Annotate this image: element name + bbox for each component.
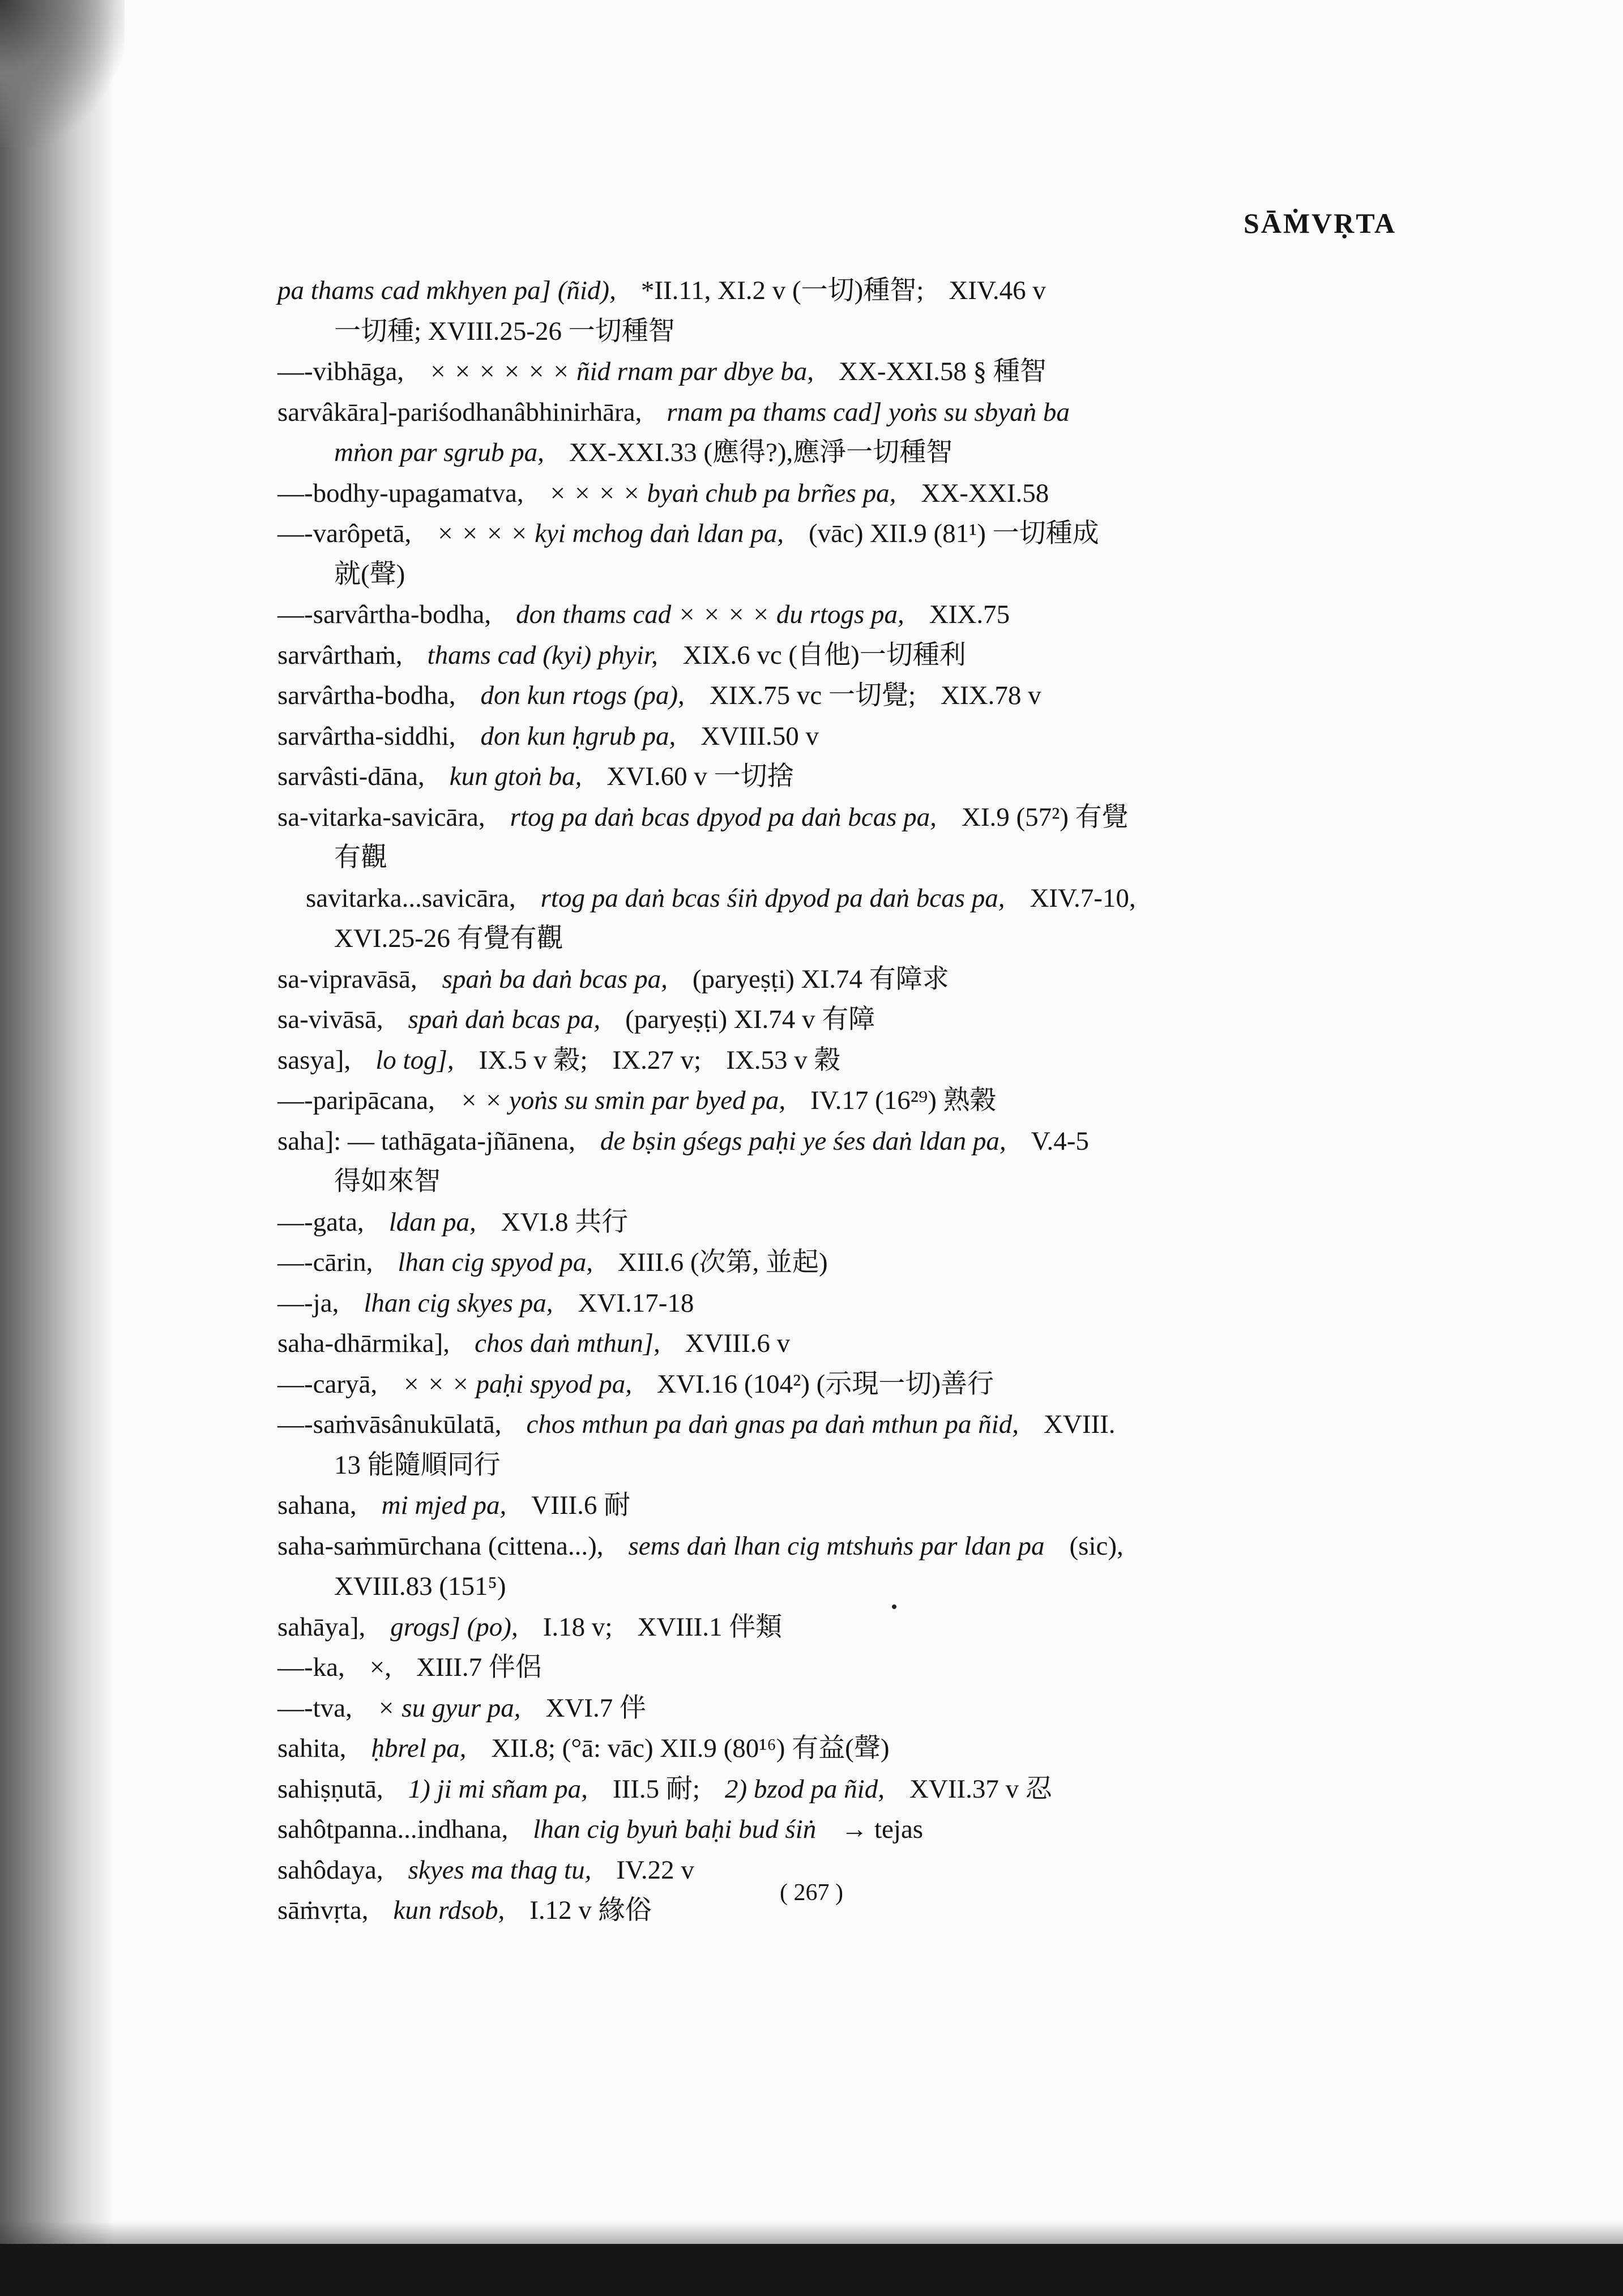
binding-shadow bbox=[0, 0, 113, 2296]
tibetan-equivalent: mi mjed pa, bbox=[381, 1491, 507, 1520]
tibetan-equivalent: grogs] (po), bbox=[390, 1612, 518, 1642]
entry-text: XIV.46 v bbox=[949, 276, 1046, 305]
entry-text: ×, bbox=[369, 1653, 392, 1682]
tibetan-equivalent: skyes ma thag tu, bbox=[408, 1855, 592, 1885]
entry-text: XIX.6 vc (自他)一切種利 bbox=[682, 640, 966, 670]
entry-text: VIII.6 耐 bbox=[531, 1491, 631, 1520]
tibetan-equivalent: × × × × byaṅ chub pa brñes pa, bbox=[548, 478, 896, 508]
entry-text: IX.27 v; bbox=[612, 1045, 702, 1075]
entry-line bbox=[277, 757, 1410, 797]
tibetan-equivalent: sems daṅ lhan cig mtshuṅs par ldan pa bbox=[628, 1531, 1045, 1561]
entry-text: IV.17 (16²⁹) 熟穀 bbox=[810, 1086, 997, 1115]
tibetan-equivalent: kun rdsob, bbox=[393, 1896, 505, 1925]
entry-text: (paryeṣṭi) XI.74 v 有障 bbox=[625, 1005, 875, 1034]
entry-text: XVI.25-26 有覺有觀 bbox=[334, 924, 563, 953]
tibetan-equivalent: lhan cig skyes pa, bbox=[364, 1288, 553, 1318]
tibetan-equivalent: chos daṅ mthun], bbox=[475, 1329, 660, 1358]
entry-line bbox=[277, 716, 1410, 757]
entry-text: XIV.7-10, bbox=[1030, 883, 1136, 913]
scan-bottom-shade bbox=[0, 2221, 1623, 2244]
entry-text: sa-vivāsā, bbox=[277, 1005, 383, 1034]
entry-text: XX-XXI.58 bbox=[921, 478, 1049, 508]
entry-text: sahana, bbox=[277, 1491, 357, 1520]
entry-text: *II.11, XI.2 v (一切)種智; bbox=[640, 276, 924, 305]
tibetan-equivalent: de bṣin gśegs paḥi ye śes daṅ ldan pa, bbox=[600, 1126, 1006, 1156]
entry-line bbox=[277, 1040, 1410, 1081]
entry-line bbox=[277, 514, 1410, 554]
entry-line bbox=[277, 838, 1410, 878]
tibetan-equivalent: rnam pa thams cad] yoṅs su sbyaṅ ba bbox=[667, 397, 1070, 427]
entry-line bbox=[277, 1607, 1410, 1648]
entry-text: IX.5 v 穀; bbox=[479, 1045, 588, 1075]
tibetan-equivalent: 2) bzod pa ñid, bbox=[724, 1774, 885, 1804]
scan-bottom-edge bbox=[0, 2244, 1623, 2296]
entry-line bbox=[277, 433, 1410, 473]
entry-text: XX-XXI.33 (應得?),應淨一切種智 bbox=[569, 438, 953, 467]
entry-text: sarvâsti-dāna, bbox=[277, 762, 425, 791]
entry-text: XIX.78 v bbox=[941, 681, 1041, 710]
entry-text: IV.22 v bbox=[616, 1855, 694, 1885]
entry-text: XX-XXI.58 § 種智 bbox=[839, 357, 1047, 386]
entry-line bbox=[277, 392, 1410, 433]
entry-line bbox=[277, 1121, 1410, 1162]
entry-text: XVI.16 (104²) (示現一切)善行 bbox=[657, 1369, 994, 1399]
entry-text: (vāc) XII.9 (81¹) 一切種成 bbox=[808, 519, 1099, 548]
entry-text: XIII.7 伴侶 bbox=[416, 1653, 542, 1682]
entry-text: sa-vitarka-savicāra, bbox=[277, 802, 485, 832]
entry-text: 就(聲) bbox=[334, 559, 405, 589]
entry-text: 有觀 bbox=[334, 843, 387, 872]
print-speck bbox=[892, 1604, 896, 1609]
entry-text: saha-saṁmūrchana (cittena...), bbox=[277, 1531, 604, 1561]
entry-text: (sic), bbox=[1069, 1531, 1124, 1561]
entry-text: saha]: — tathāgata-jñānena, bbox=[277, 1126, 575, 1156]
entry-text: —-ka, bbox=[277, 1653, 345, 1682]
entry-line bbox=[277, 554, 1410, 595]
entry-text: → tejas bbox=[841, 1815, 924, 1844]
entry-text: —-varôpetā, bbox=[277, 519, 412, 548]
entry-line bbox=[277, 1000, 1410, 1040]
entry-text: —-bodhy-upagamatva, bbox=[277, 478, 524, 508]
tibetan-equivalent: spaṅ daṅ bcas pa, bbox=[408, 1005, 601, 1034]
entry-line bbox=[277, 1567, 1410, 1607]
tibetan-equivalent: lhan cig byuṅ baḥi bud śiṅ bbox=[533, 1815, 817, 1844]
entry-text: XVII.37 v 忍 bbox=[909, 1774, 1052, 1804]
entry-text: —-paripācana, bbox=[277, 1086, 435, 1115]
tibetan-equivalent: × su gyur pa, bbox=[377, 1693, 521, 1723]
entry-text: XIX.75 vc 一切覺; bbox=[709, 681, 916, 710]
entry-text: XVI.17-18 bbox=[578, 1288, 694, 1318]
tibetan-equivalent: ḥbrel pa, bbox=[371, 1734, 467, 1763]
entry-text: sarvârthaṁ, bbox=[277, 640, 403, 670]
entry-text: 得如來智 bbox=[334, 1167, 441, 1196]
entry-text: XIII.6 (次第, 並起) bbox=[617, 1248, 828, 1277]
entry-line bbox=[277, 1324, 1410, 1364]
entry-text: V.4-5 bbox=[1031, 1126, 1089, 1156]
entry-text: —-caryā, bbox=[277, 1369, 378, 1399]
tibetan-equivalent: rtog pa daṅ bcas dpyod pa daṅ bcas pa, bbox=[510, 802, 937, 832]
entry-text: XVIII.83 (151⁵) bbox=[334, 1572, 506, 1601]
entry-text: XVI.60 v 一切捨 bbox=[607, 762, 794, 791]
entry-text: sahiṣṇutā, bbox=[277, 1774, 383, 1804]
tibetan-equivalent: rtog pa daṅ bcas śiṅ dpyod pa daṅ bcas pa, bbox=[540, 883, 1005, 913]
entry-line bbox=[277, 473, 1410, 514]
tibetan-equivalent: 1) ji mi sñam pa, bbox=[408, 1774, 588, 1804]
entry-line bbox=[277, 271, 1410, 311]
entry-text: sahāya], bbox=[277, 1612, 366, 1642]
tibetan-equivalent: lhan cig spyod pa, bbox=[398, 1248, 593, 1277]
tibetan-equivalent: thams cad (kyi) phyir, bbox=[427, 640, 658, 670]
dictionary-entries bbox=[277, 271, 1410, 1931]
tibetan-equivalent: chos mthun pa daṅ gnas pa daṅ mthun pa ñid, bbox=[526, 1410, 1019, 1439]
scan-corner-shadow bbox=[0, 0, 125, 147]
entry-text: sarvârtha-bodha, bbox=[277, 681, 456, 710]
entry-line bbox=[277, 1648, 1410, 1688]
entry-text: XVIII. bbox=[1043, 1410, 1116, 1439]
entry-line bbox=[277, 1486, 1410, 1526]
entry-text: 一切種; XVIII.25-26 一切種智 bbox=[334, 316, 675, 346]
entry-line bbox=[277, 1364, 1410, 1405]
entry-line bbox=[277, 1081, 1410, 1121]
running-head: SĀṀVṚTA bbox=[1243, 207, 1396, 239]
entry-line bbox=[277, 1162, 1410, 1202]
entry-text: sāṁvṛta, bbox=[277, 1896, 369, 1925]
entry-text: —-cārin, bbox=[277, 1248, 373, 1277]
entry-text: XVIII.6 v bbox=[685, 1329, 791, 1358]
tibetan-equivalent: × × × × kyi mchog daṅ ldan pa, bbox=[436, 519, 784, 548]
entry-text: sasya], bbox=[277, 1045, 351, 1075]
entry-line bbox=[277, 1405, 1410, 1445]
entry-text: sa-vipravāsā, bbox=[277, 964, 417, 994]
tibetan-equivalent: × × × × × × ñid rnam par dbye ba, bbox=[429, 357, 814, 386]
entry-text: I.18 v; bbox=[543, 1612, 613, 1642]
entry-text: sahôtpanna...indhana, bbox=[277, 1815, 509, 1844]
entry-line bbox=[277, 1202, 1410, 1243]
entry-text: IX.53 v 穀 bbox=[726, 1045, 841, 1075]
entry-line bbox=[277, 1729, 1410, 1769]
tibetan-equivalent: pa thams cad mkhyen pa] (ñid), bbox=[277, 276, 616, 305]
entry-text: XIX.75 bbox=[929, 600, 1010, 629]
entry-text: —-sarvârtha-bodha, bbox=[277, 600, 492, 629]
entry-line bbox=[277, 1810, 1410, 1850]
entry-line bbox=[277, 352, 1410, 392]
entry-text: XI.9 (57²) 有覺 bbox=[961, 802, 1129, 832]
entry-text: sarvârtha-siddhi, bbox=[277, 721, 456, 751]
entry-line bbox=[277, 311, 1410, 352]
entry-text: —-tva, bbox=[277, 1693, 352, 1723]
entry-text: I.12 v 緣俗 bbox=[529, 1896, 652, 1925]
entry-text: —-saṁvāsânukūlatā, bbox=[277, 1410, 502, 1439]
entry-text: III.5 耐; bbox=[612, 1774, 700, 1804]
entry-text: sahôdaya, bbox=[277, 1855, 383, 1885]
entry-line bbox=[277, 1283, 1410, 1324]
tibetan-equivalent: ldan pa, bbox=[388, 1207, 476, 1237]
tibetan-equivalent: × × yoṅs su smin par byed pa, bbox=[459, 1086, 786, 1115]
entry-text: 13 能隨順同行 bbox=[334, 1450, 501, 1480]
tibetan-equivalent: spaṅ ba daṅ bcas pa, bbox=[442, 964, 668, 994]
entry-text: sahita, bbox=[277, 1734, 347, 1763]
entry-text: —-gata, bbox=[277, 1207, 364, 1237]
entry-text: XVI.8 共行 bbox=[501, 1207, 629, 1237]
entry-text: XVI.7 伴 bbox=[545, 1693, 647, 1723]
tibetan-equivalent: kun gtoṅ ba, bbox=[449, 762, 582, 791]
tibetan-equivalent: × × × paḥi spyod pa, bbox=[402, 1369, 632, 1399]
entry-text: saha-dhārmika], bbox=[277, 1329, 450, 1358]
entry-text: —-ja, bbox=[277, 1288, 339, 1318]
entry-text: sarvâkāra]-pariśodhanâbhinirhāra, bbox=[277, 397, 642, 427]
entry-text: savitarka...savicāra, bbox=[306, 883, 516, 913]
tibetan-equivalent: don kun ḥgrub pa, bbox=[480, 721, 676, 751]
tibetan-equivalent: don thams cad × × × × du rtogs pa, bbox=[516, 600, 904, 629]
tibetan-equivalent: lo tog], bbox=[375, 1045, 454, 1075]
tibetan-equivalent: don kun rtogs (pa), bbox=[480, 681, 685, 710]
entry-line bbox=[277, 1445, 1410, 1486]
entry-line bbox=[277, 1243, 1410, 1283]
entry-line bbox=[277, 676, 1410, 716]
entry-line bbox=[277, 1769, 1410, 1810]
entry-text: XII.8; (°ā: vāc) XII.9 (80¹⁶) 有益(聲) bbox=[491, 1734, 890, 1763]
entry-line bbox=[277, 1688, 1410, 1729]
tibetan-equivalent: mṅon par sgrub pa, bbox=[334, 438, 544, 467]
entry-text: (paryeṣṭi) XI.74 有障求 bbox=[692, 964, 949, 994]
entry-line bbox=[277, 1526, 1410, 1567]
entry-line bbox=[277, 959, 1410, 1000]
entry-line bbox=[277, 797, 1410, 838]
page-number: ( 267 ) bbox=[780, 1880, 843, 1906]
entry-text: XVIII.1 伴類 bbox=[637, 1612, 783, 1642]
entry-line bbox=[277, 635, 1410, 676]
entry-line bbox=[277, 919, 1410, 959]
entry-line bbox=[277, 878, 1410, 919]
entry-line bbox=[277, 595, 1410, 635]
entry-text: XVIII.50 v bbox=[701, 721, 819, 751]
entry-text: —-vibhāga, bbox=[277, 357, 404, 386]
